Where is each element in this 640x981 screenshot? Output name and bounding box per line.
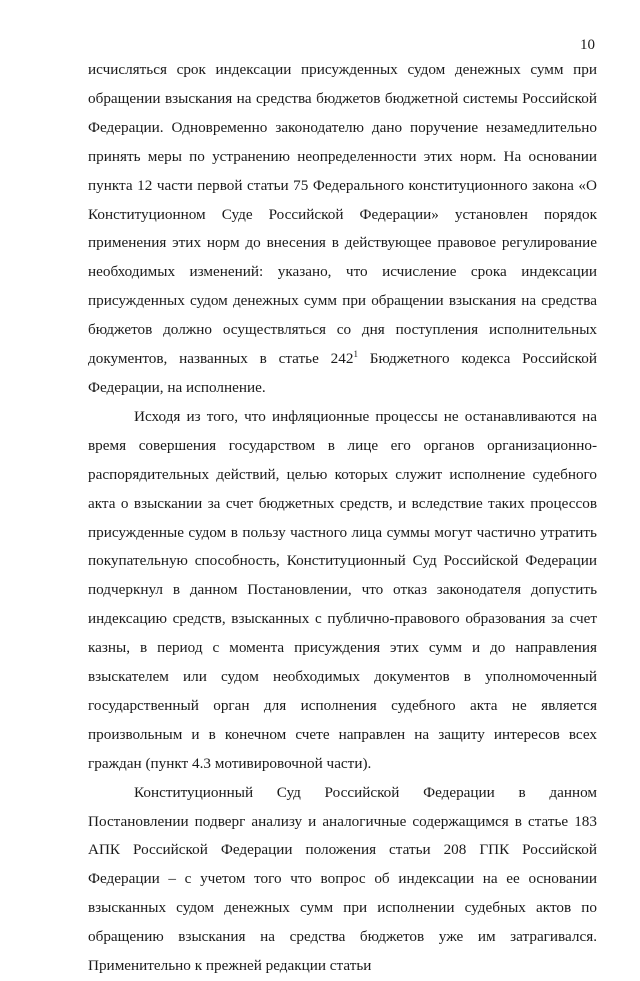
- paragraph-1: [88, 56, 597, 403]
- paragraph-1-text-end: Бюджетного кодекса Российской Федерации, на исполнение.: [88, 350, 597, 396]
- paragraph-3: Конституционный Суд Российской Федерации в данном Постановлении подверг анализу и аналогичные содержащимся в статье 183 АПК Российской Федерации положения статьи 208 ГПК Российской Федерации – с учетом того что вопрос об индексации на ее основании взысканных судом денежных сумм при исполнении судебных актов по обращению взыскания на средства бюджетов уже им затрагивался. Применительно к прежней редакции статьи: [88, 783, 597, 975]
- paragraph-1-text: исчисляться срок индексации присужденных судом денежных сумм при обращении взыскания на средства бюджетов бюджетной системы Российской Федерации. Одновременно законодателю дано поручение незамедлительно принять меры по устранению неопределенности этих норм. На основании пункта 12 части первой статьи 75 Федерального конституционного закона «О Конституционном Суде Российской Федерации» установлен порядок применения этих норм до внесения в действующее правовое регулирование необходимых изменений: указано, что исчисление срока индексации присужденных судом денежных сумм при обращении взыскания на средства бюджетов должно осуществляться со дня поступления исполнительных документов, названных в статье 242: [88, 61, 597, 368]
- document-body: [88, 56, 597, 981]
- page-number: 10: [580, 37, 595, 53]
- footnote-superscript: 1: [353, 349, 358, 360]
- paragraph-2: Исходя из того, что инфляционные процессы не останавливаются на время совершения государством в лице его органов организационно-распорядительных действий, целью которых служит исполнение судебного акта о взыскании за счет бюджетных средств, и вследствие таких процессов присужденные судом в пользу частного лица суммы могут частично утратить покупательную способность, Конституционный Суд Российской Федерации подчеркнул в данном Постановлении, что отказ законодателя допустить индексацию средств, взысканных с публично-правового образования за счет казны, в период с момента присуждения этих сумм и до направления взыскателем или судом необходимых документов в уполномоченный государственный орган для исполнения судебного акта не является произвольным и в конечном счете направлен на защиту интересов всех граждан (пункт 4.3 мотивировочной части).: [88, 407, 597, 772]
